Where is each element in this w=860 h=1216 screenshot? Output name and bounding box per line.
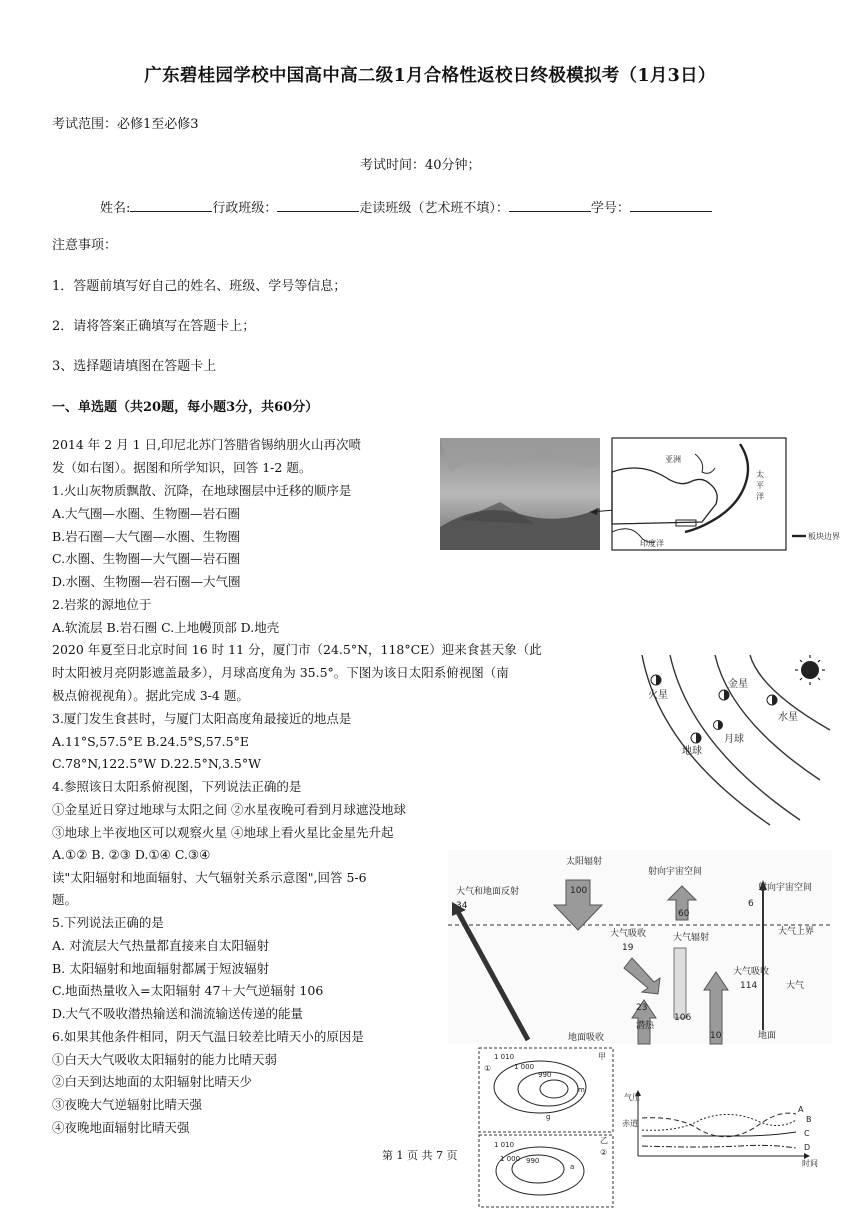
question-1-option-c: C.水圈、生物圈—大气圈—岩石圈 bbox=[52, 551, 241, 566]
question-4-statement: ③地球上半夜地区可以观察火星 ④地球上看火星比金星先升起 bbox=[52, 825, 394, 840]
volcano-figure bbox=[440, 432, 840, 554]
curve-d-label: D bbox=[804, 1143, 811, 1152]
question-5: 5.下列说法正确的是 bbox=[52, 915, 164, 930]
reflect-label: 大气和地面反射 bbox=[456, 887, 520, 897]
label-g: g bbox=[546, 1113, 551, 1121]
question-6-statement: ②白天到达地面的太阳辐射比晴天少 bbox=[52, 1074, 253, 1089]
pressure-axis-label: 气压 bbox=[624, 1093, 640, 1102]
student-info-row bbox=[100, 199, 712, 217]
question-1-option-a: A.大气圈—水圈、生物圈—岩石圈 bbox=[52, 506, 241, 521]
question-5-option-c: C.地面热量收入=太阳辐射 47＋大气逆辐射 106 bbox=[52, 983, 324, 998]
earth-label: 地球 bbox=[682, 746, 702, 757]
label-circle-1: ① bbox=[484, 1064, 492, 1073]
student-no-label: 学号： bbox=[590, 201, 630, 216]
atm-radiation-label: 大气辐射 bbox=[673, 933, 710, 943]
question-3-options-ab: A.11°S,57.5°E B.24.5°S,57.5°E bbox=[52, 734, 249, 749]
mercury-label: 水星 bbox=[778, 712, 798, 723]
moon-label: 月球 bbox=[724, 734, 744, 745]
walk-class-blank[interactable] bbox=[509, 199, 591, 212]
latent-value: 23 bbox=[636, 1003, 648, 1013]
atmosphere-label: 大气 bbox=[786, 981, 805, 991]
ten-value: 10 bbox=[710, 1031, 722, 1041]
ground-absorb-label: 地面吸收 bbox=[568, 1033, 605, 1043]
curve-a bbox=[642, 1113, 796, 1137]
question-4-statement: ①金星近日穿过地球与太阳之间 ②水星夜晚可看到月球遮没地球 bbox=[52, 802, 406, 817]
curve-d bbox=[642, 1145, 796, 1148]
label-m: m bbox=[578, 1086, 585, 1094]
notice-item: 2．请将答案正确填写在答题卡上； bbox=[52, 319, 256, 334]
question-6-statement: ①白天大气吸收太阳辐射的能力比晴天弱 bbox=[52, 1052, 278, 1067]
solar-value: 100 bbox=[570, 886, 588, 896]
question-6-statement: ③夜晚大气逆辐射比晴天强 bbox=[52, 1097, 203, 1112]
isobar-1000-bottom: 1 000 bbox=[500, 1155, 521, 1163]
question-3: 3.厦门发生食甚时，与厦门太阳高度角最接近的地点是 bbox=[52, 711, 352, 726]
equator-label: 赤道 bbox=[622, 1119, 638, 1128]
indian-ocean-label: 印度洋 bbox=[640, 539, 664, 548]
question-intro: 2014 年 2 月 1 日,印尼北苏门答腊省锡纳朋火山再次喷 bbox=[52, 437, 362, 452]
question-5-option-b: B. 太阳辐射和地面辐射都属于短波辐射 bbox=[52, 961, 270, 976]
pacific-label-2: 平 bbox=[756, 481, 764, 490]
question-6: 6.如果其他条件相同，阴天气温日较差比晴天小的原因是 bbox=[52, 1029, 364, 1044]
pacific-label-3: 洋 bbox=[756, 492, 764, 501]
pressure-line-figure bbox=[620, 1086, 828, 1168]
student-no-blank[interactable] bbox=[630, 199, 712, 212]
to-space-value: 60 bbox=[678, 909, 690, 919]
page-footer: 第 1 页 共 7 页 bbox=[382, 1149, 458, 1162]
notice-header: 注意事项： bbox=[52, 238, 118, 253]
label-a: a bbox=[570, 1163, 575, 1171]
question-2: 2.岩浆的源地位于 bbox=[52, 597, 152, 612]
curve-b-label: B bbox=[806, 1115, 812, 1124]
question-intro: 2020 年夏至日北京时间 16 时 11 分，厦门市（24.5°N，118°CE）迎来食甚天象（此 bbox=[52, 642, 542, 657]
absorb-label: 大气吸收 bbox=[610, 929, 647, 939]
notice-item: 3、选择题请填图在答题卡上 bbox=[52, 359, 217, 374]
question-1: 1.火山灰物质飘散、沉降，在地球圈层中迁移的顺序是 bbox=[52, 483, 352, 498]
curve-a-label: A bbox=[798, 1105, 804, 1114]
label-circle-2: ② bbox=[600, 1148, 608, 1157]
question-4: 4.参照该日太阳系俯视图，下列说法正确的是 bbox=[52, 779, 302, 794]
reflect-value: 34 bbox=[456, 901, 468, 911]
region-map bbox=[612, 438, 840, 550]
question-1-option-b: B.岩石圈—大气圈—水圈、生物圈 bbox=[52, 529, 241, 544]
section-header: 一、单选题（共20题，每小题3分，共60分） bbox=[52, 400, 319, 415]
isobar-1010-top: 1 010 bbox=[494, 1053, 515, 1061]
notice-item: 1．答题前填写好自己的姓名、班级、学号等信息； bbox=[52, 279, 347, 294]
question-intro: 读"太阳辐射和地面辐射、大气辐射关系示意图",回答 5-6 bbox=[52, 870, 367, 885]
asia-label: 亚洲 bbox=[665, 455, 681, 464]
volcano-photo bbox=[440, 438, 600, 550]
to-space-label: 射向宇宙空间 bbox=[648, 867, 703, 877]
admin-class-label: 行政班级： bbox=[212, 201, 278, 216]
latent-label: 潜热 bbox=[636, 1021, 655, 1031]
venus-label: 金星 bbox=[728, 679, 748, 690]
radiation-diagram bbox=[448, 850, 832, 1044]
to-space-2-value: 6 bbox=[748, 899, 754, 909]
name-blank[interactable] bbox=[130, 199, 212, 212]
label-yi: 乙 bbox=[600, 1136, 608, 1145]
ground-value: 106 bbox=[674, 1013, 692, 1023]
sun-icon bbox=[795, 655, 825, 685]
isobar-1010-bottom: 1 010 bbox=[494, 1141, 515, 1149]
walk-class-label: 走读班级（艺术班不填）： bbox=[359, 201, 509, 216]
time-axis-label: 时间 bbox=[802, 1159, 818, 1168]
question-2-options: A.软流层 B.岩石圈 C.上地幔顶部 D.地壳 bbox=[52, 620, 280, 635]
question-intro: 时太阳被月亮阴影遮盖最多），月球高度角为 35.5°。下图为该日太阳系俯视图（南 bbox=[52, 665, 509, 680]
page-title: 广东碧桂园学校中国高中高二级1月合格性返校日终极模拟考（1月3日） bbox=[144, 66, 716, 86]
solar-system-figure bbox=[630, 650, 830, 825]
isobar-990-bottom: 990 bbox=[526, 1157, 540, 1165]
isobar-1000-top: 1 000 bbox=[514, 1063, 535, 1071]
question-5-option-a: A. 对流层大气热量都直接来自太阳辐射 bbox=[52, 938, 269, 953]
question-5-option-d: D.大气不吸收潜热输送和湍流输送传递的能量 bbox=[52, 1006, 304, 1021]
plate-boundary-legend: 板块边界 bbox=[808, 532, 840, 541]
curve-c bbox=[642, 1132, 796, 1136]
exam-time: 考试时间：40分钟； bbox=[360, 158, 481, 173]
atm-absorb-label: 大气吸收 bbox=[733, 967, 770, 977]
question-4-options: A.①② B. ②③ D.①④ C.③④ bbox=[52, 847, 211, 862]
atm-absorb-value: 114 bbox=[740, 981, 758, 991]
pacific-label-1: 太 bbox=[756, 470, 764, 479]
curve-c-label: C bbox=[804, 1129, 810, 1138]
to-space-2-label: 射向宇宙空间 bbox=[758, 883, 813, 893]
atmosphere-top-label: 大气上界 bbox=[778, 927, 815, 937]
label-jia: 甲 bbox=[598, 1052, 606, 1061]
question-1-option-d: D.水圈、生物圈—岩石圈—大气圈 bbox=[52, 574, 241, 589]
solar-label: 太阳辐射 bbox=[566, 857, 603, 867]
question-intro: 题。 bbox=[52, 892, 78, 907]
isobar-map-figure bbox=[478, 1047, 614, 1209]
admin-class-blank[interactable] bbox=[277, 199, 359, 212]
absorb-value: 19 bbox=[622, 943, 634, 953]
question-intro: 极点俯视视角）。据此完成 3-4 题。 bbox=[52, 688, 249, 703]
name-label: 姓名: bbox=[100, 201, 131, 216]
exam-scope: 考试范围：必修1至必修3 bbox=[52, 117, 199, 132]
question-6-statement: ④夜晚地面辐射比晴天强 bbox=[52, 1120, 190, 1135]
ground-label: 地面 bbox=[758, 1031, 777, 1041]
question-3-options-cd: C.78°N,122.5°W D.22.5°N,3.5°W bbox=[52, 756, 261, 771]
mars-label: 火星 bbox=[648, 690, 668, 701]
question-intro: 发（如右图）。据图和所学知识，回答 1-2 题。 bbox=[52, 460, 312, 475]
isobar-990-top: 990 bbox=[538, 1071, 552, 1079]
